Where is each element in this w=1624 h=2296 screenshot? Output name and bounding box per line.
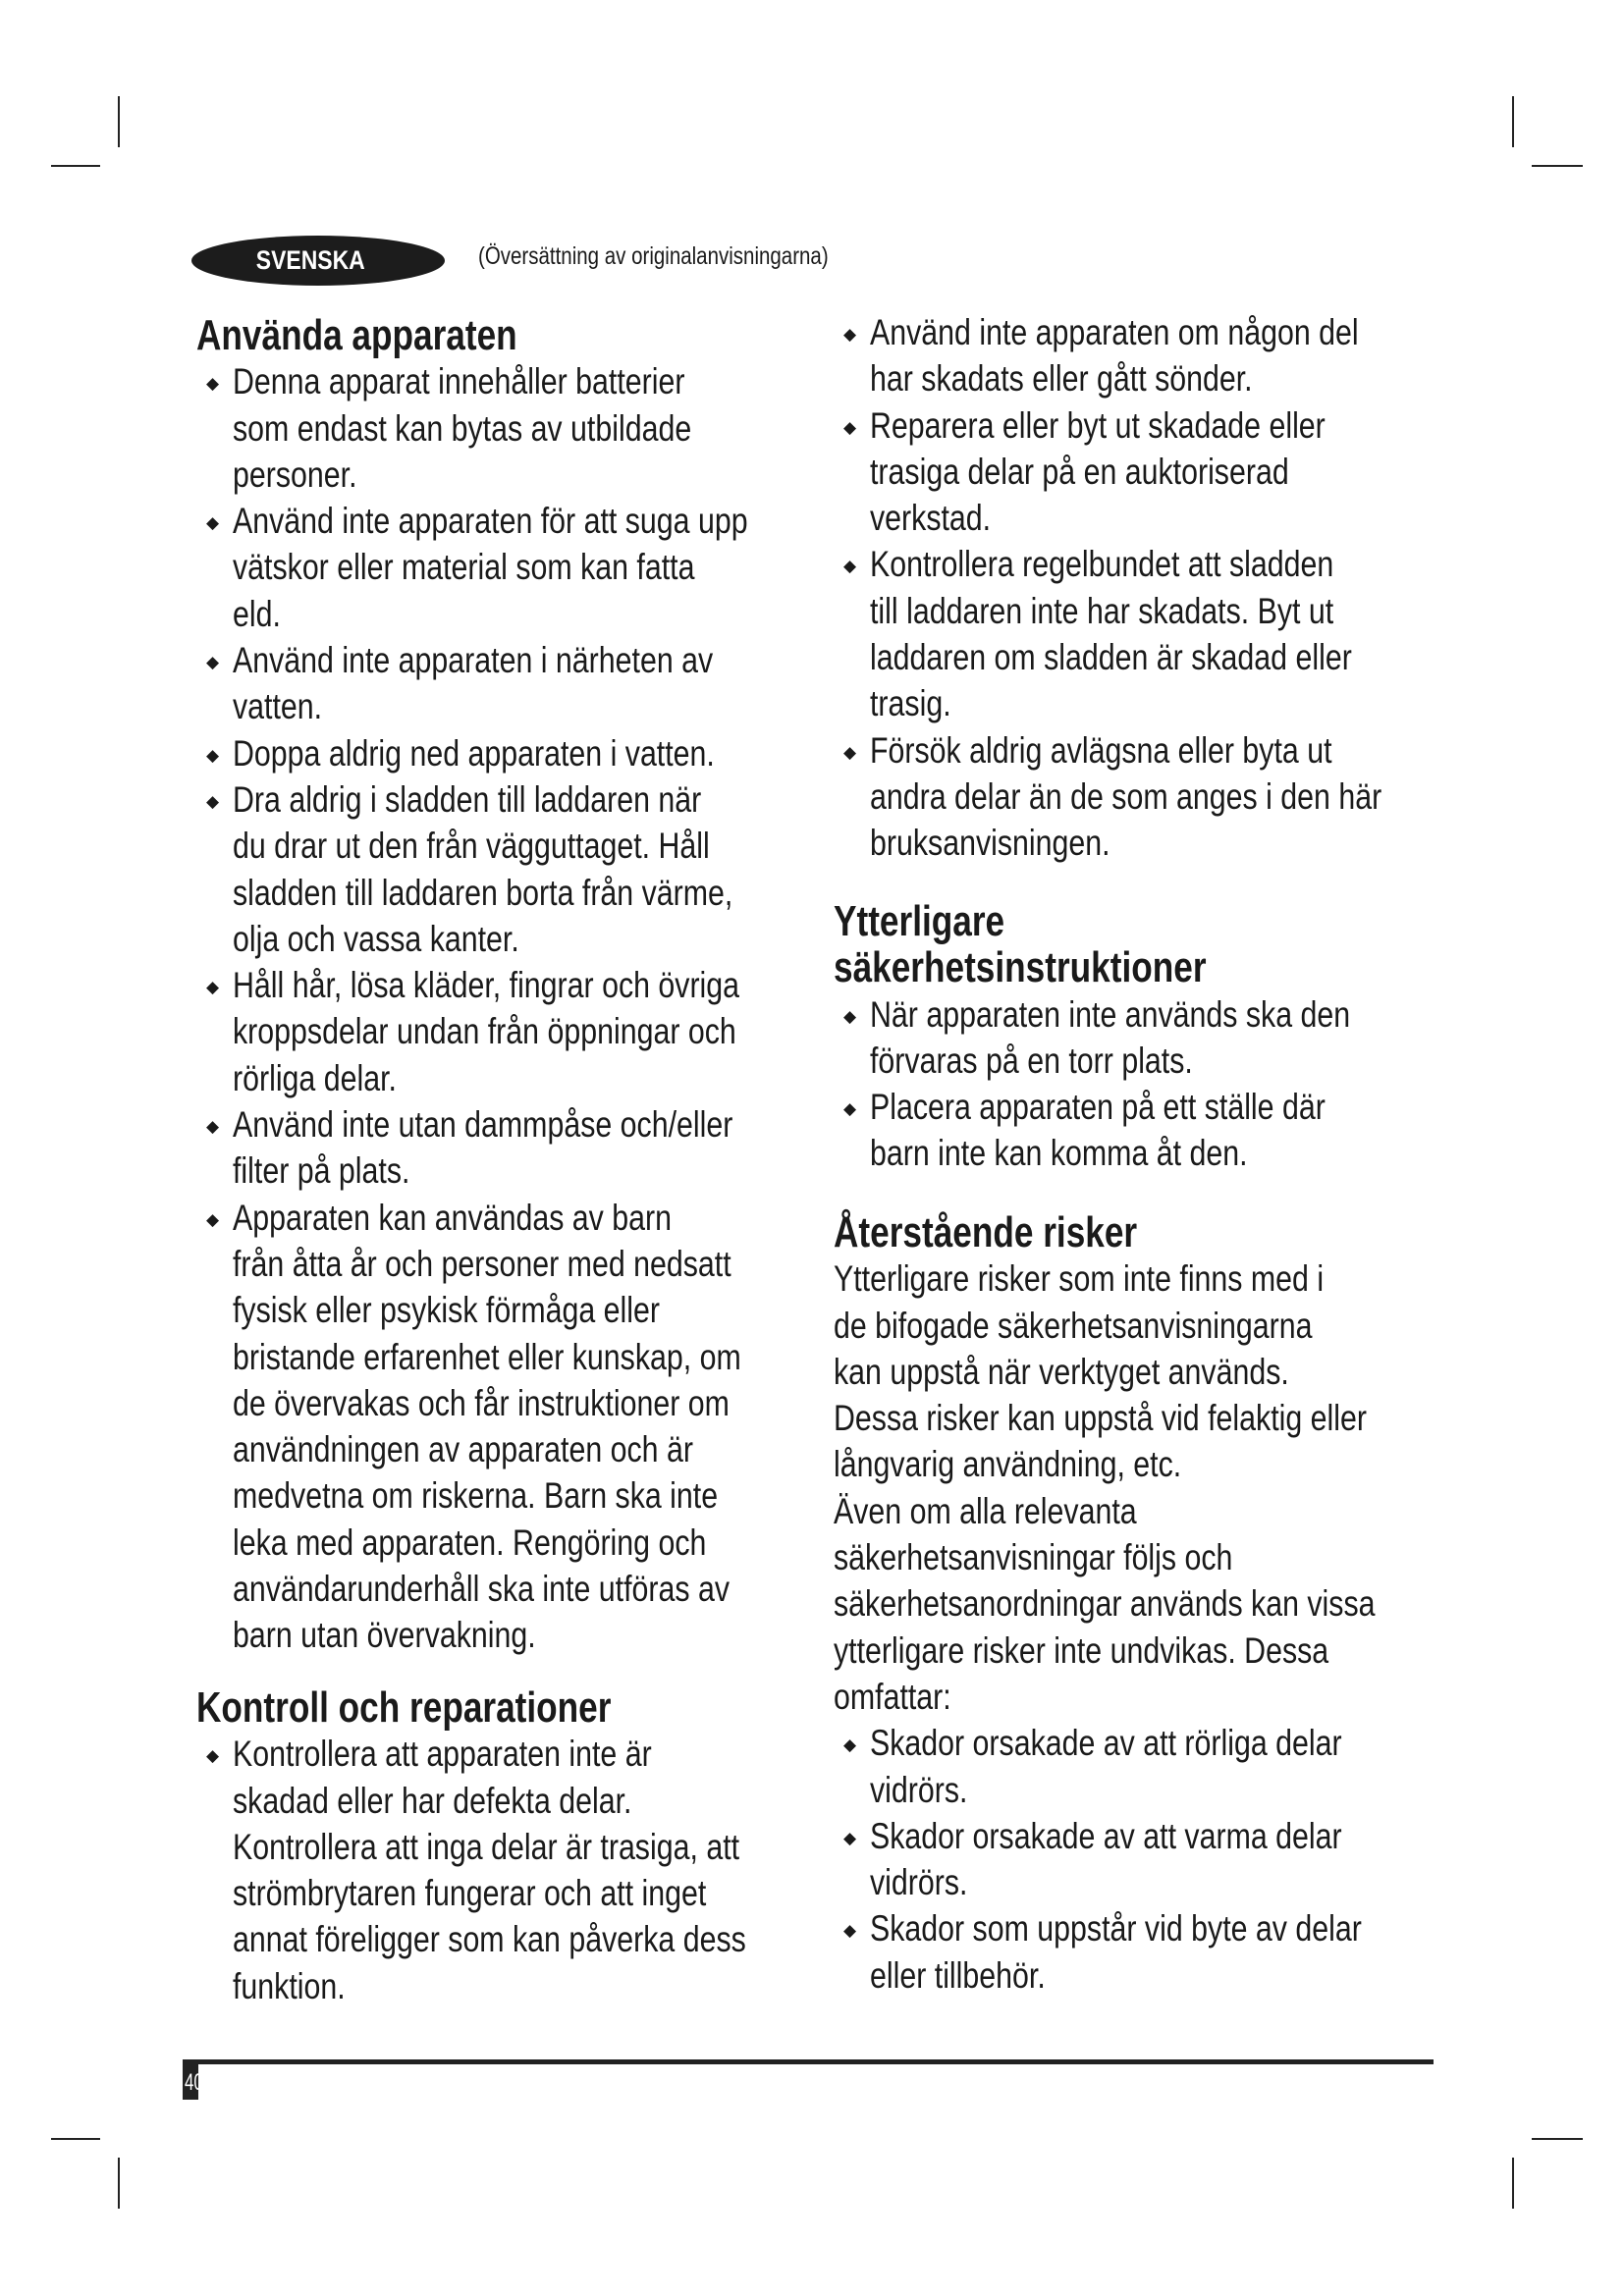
- list-item-line: [196, 776, 861, 823]
- crop-mark: [51, 2138, 100, 2140]
- list-item: [196, 1101, 861, 1195]
- list-item-line: [196, 358, 861, 404]
- list-item-line: [196, 544, 861, 590]
- list-item-text: användningen av apparaten och är: [233, 1429, 693, 1470]
- list-item-line: [196, 1241, 861, 1287]
- list-item: [834, 309, 1494, 402]
- paragraph-text: Ytterligare risker som inte finns med i: [834, 1258, 1325, 1300]
- list-item-line: [196, 1870, 859, 1916]
- list-item-text: Använd inte apparaten för att suga upp: [233, 501, 748, 542]
- paragraph-text: säkerhetsanvisningar följs och: [834, 1537, 1233, 1578]
- language-badge: [191, 236, 445, 286]
- paragraph-line: [834, 1534, 1494, 1580]
- list-item: [834, 402, 1494, 542]
- list-item-line: [196, 591, 861, 637]
- list-item-line: [834, 1130, 1456, 1176]
- list-item-text: användarunderhåll ska inte utföras av: [233, 1569, 730, 1610]
- list-item-line: [834, 1859, 1494, 1905]
- list-item-line: [834, 820, 1494, 866]
- list-item-text: Reparera eller byt ut skadade eller: [870, 404, 1326, 446]
- list-item-text: kroppsdelar undan från öppningar och: [233, 1011, 736, 1052]
- list-item-text: annat föreligger som kan påverka dess: [233, 1919, 746, 1960]
- list-item-text: eller tillbehör.: [870, 1954, 1046, 1996]
- footer-rule: [183, 2059, 1434, 2064]
- section-heading-text: Ytterligare: [834, 897, 1005, 945]
- list-item-line: [196, 683, 861, 729]
- list-item-line: [834, 1720, 1494, 1766]
- list-item-line: [196, 405, 861, 452]
- list-item-text: Skador som uppstår vid byte av delar: [870, 1908, 1362, 1949]
- list-item-text: Använd inte apparaten om någon del: [870, 312, 1359, 352]
- translation-note: (Översättning av originalanvisningarna): [478, 242, 829, 270]
- list-item-text: Använd inte apparaten i närheten av: [233, 640, 714, 681]
- paragraph-line: [834, 1488, 1494, 1534]
- bullet-diamond-icon: ◆: [206, 1209, 220, 1229]
- bullet-diamond-icon: ◆: [206, 1117, 220, 1137]
- bullet-diamond-icon: ◆: [843, 1921, 857, 1941]
- bullet-diamond-icon: ◆: [843, 417, 857, 437]
- list-item-text: andra delar än de som anges i den här: [870, 775, 1382, 817]
- list-item-text: Skador orsakade av att rörliga delar: [870, 1723, 1342, 1764]
- list-item-text: laddaren om sladden är skadad eller: [870, 637, 1352, 678]
- list-item-text: Kontrollera regelbundet att sladden: [870, 544, 1334, 585]
- list-item-text: vidrörs.: [870, 1862, 968, 1903]
- list-item: [834, 1905, 1494, 1999]
- section-kontroll: [196, 1684, 859, 2009]
- paragraph-text: långvarig användning, etc.: [834, 1444, 1182, 1485]
- paragraph-text: omfattar:: [834, 1676, 951, 1717]
- section-kontroll-continued: [834, 309, 1494, 867]
- list-item-text: skadad eller har defekta delar.: [233, 1780, 632, 1821]
- list-item-line: [834, 634, 1494, 680]
- list-item-line: [834, 1813, 1494, 1859]
- paragraph-line: [834, 1580, 1494, 1627]
- list-item-text: Denna apparat innehåller batterier: [233, 361, 685, 402]
- list-item-text: Använd inte utan dammpåse och/eller: [233, 1104, 733, 1146]
- list-item-line: [834, 1084, 1456, 1130]
- list-item-text: personer.: [233, 454, 357, 495]
- list-item-line: [196, 1426, 861, 1472]
- list-item-line: [834, 449, 1494, 495]
- list-item-line: [196, 452, 861, 498]
- bullet-diamond-icon: ◆: [843, 1006, 857, 1026]
- list-item-text: Placera apparaten på ett ställe där: [870, 1087, 1326, 1128]
- list-item-line: [834, 355, 1494, 401]
- list-item: [196, 637, 861, 730]
- list-item-text: Håll hår, lösa kläder, fingrar och övriga: [233, 965, 740, 1006]
- list-item-line: [196, 1101, 861, 1148]
- list-item-line: [196, 1008, 861, 1054]
- paragraph-line: [834, 1674, 1494, 1720]
- list-item-text: trasig.: [870, 683, 951, 724]
- list-item-line: [834, 991, 1456, 1038]
- list-item-line: [196, 916, 861, 962]
- section-anvanda: [196, 312, 861, 1659]
- list-item-text: fysisk eller psykisk förmåga eller: [233, 1290, 660, 1331]
- list-item-line: [196, 1963, 859, 2009]
- list-item-line: [196, 1566, 861, 1612]
- list-item-text: bristande erfarenhet eller kunskap, om: [233, 1336, 741, 1377]
- section-heading: [834, 1209, 1494, 1255]
- list-item-text: medvetna om riskerna. Barn ska inte: [233, 1475, 719, 1517]
- list-item-line: [196, 1380, 861, 1426]
- paragraph-text: Även om alla relevanta: [834, 1490, 1137, 1531]
- crop-mark: [1512, 96, 1514, 147]
- section-heading-text: Kontroll och reparationer: [196, 1683, 612, 1732]
- crop-mark: [118, 2158, 120, 2209]
- section-heading-text: Återstående risker: [834, 1208, 1138, 1256]
- list-item-line: [196, 1520, 861, 1566]
- list-item-text: de övervakas och får instruktioner om: [233, 1382, 730, 1423]
- list-item-line: [196, 1778, 859, 1824]
- list-item-text: Kontrollera att inga delar är trasiga, att: [233, 1826, 740, 1867]
- list-item-text: vatten.: [233, 686, 323, 727]
- list-item-text: bruksanvisningen.: [870, 823, 1110, 864]
- crop-mark: [1532, 165, 1583, 167]
- list-item: [834, 1720, 1494, 1813]
- list-item-line: [196, 1472, 861, 1519]
- bullet-diamond-icon: ◆: [843, 1099, 857, 1119]
- section-ytterligare: [834, 898, 1456, 1177]
- list-item-text: du drar ut den från vägguttaget. Håll: [233, 826, 710, 867]
- list-item-text: barn inte kan komma åt den.: [870, 1133, 1248, 1174]
- section-heading: [834, 944, 1456, 990]
- list-item-line: [834, 495, 1494, 541]
- list-item-line: [196, 962, 861, 1008]
- list-item: [834, 541, 1494, 726]
- bullet-diamond-icon: ◆: [206, 1746, 220, 1766]
- list-item: [834, 1084, 1456, 1177]
- list-item-line: [196, 1824, 859, 1870]
- bullet-diamond-icon: ◆: [206, 374, 220, 394]
- list-item-line: [834, 402, 1494, 449]
- crop-mark: [118, 96, 120, 147]
- bullet-diamond-icon: ◆: [843, 557, 857, 576]
- list-item-line: [196, 1731, 859, 1777]
- bullet-diamond-icon: ◆: [206, 513, 220, 533]
- crop-mark: [1532, 2138, 1583, 2140]
- list-item-text: trasiga delar på en auktoriserad: [870, 451, 1289, 492]
- list-item-line: [196, 1055, 861, 1101]
- list-item-line: [196, 637, 861, 683]
- list-item-text: strömbrytaren fungerar och att inget: [233, 1873, 707, 1914]
- list-item-text: som endast kan bytas av utbildade: [233, 407, 692, 449]
- paragraph-text: säkerhetsanordningar används kan vissa: [834, 1583, 1376, 1625]
- section-heading: [196, 312, 861, 358]
- list-item-line: [196, 498, 861, 544]
- list-item-text: När apparaten inte används ska den: [870, 993, 1351, 1035]
- list-item-line: [834, 588, 1494, 634]
- list-item-text: Skador orsakade av att varma delar: [870, 1815, 1342, 1856]
- list-item-text: eld.: [233, 593, 281, 634]
- list-item-line: [196, 1916, 859, 1962]
- section-heading-text: Använda apparaten: [196, 311, 517, 359]
- list-item: [196, 730, 861, 776]
- language-badge-label: SVENSKA: [255, 245, 365, 275]
- list-item-text: vätskor eller material som kan fatta: [233, 547, 695, 588]
- section-heading: [196, 1684, 859, 1731]
- section-aterstaende-risker: [834, 1209, 1494, 1999]
- list-item-text: rörliga delar.: [233, 1057, 397, 1098]
- bullet-diamond-icon: ◆: [206, 791, 220, 811]
- paragraph-line: [834, 1349, 1494, 1395]
- page-number: [183, 2059, 203, 2100]
- list-item-line: [834, 680, 1494, 726]
- crop-mark: [51, 165, 100, 167]
- list-item-text: Kontrollera att apparaten inte är: [233, 1734, 652, 1775]
- section-heading: [834, 898, 1456, 944]
- list-item: [196, 1731, 859, 2009]
- list-item-line: [834, 1038, 1456, 1084]
- list-item: [196, 776, 861, 962]
- list-item-line: [196, 1334, 861, 1380]
- list-item-text: Dra aldrig i sladden till laddaren när: [233, 778, 702, 820]
- paragraph-line: [834, 1441, 1494, 1487]
- list-item-text: leka med apparaten. Rengöring och: [233, 1522, 707, 1563]
- list-item-line: [196, 1195, 861, 1241]
- bullet-diamond-icon: ◆: [843, 742, 857, 762]
- list-item-text: funktion.: [233, 1965, 346, 2006]
- list-item-text: sladden till laddaren borta från värme,: [233, 872, 733, 913]
- list-item: [834, 1813, 1494, 1906]
- list-item-line: [834, 541, 1494, 587]
- list-item-text: barn utan övervakning.: [233, 1615, 536, 1656]
- list-item: [834, 727, 1494, 867]
- list-item-line: [196, 823, 861, 869]
- list-item-text: olja och vassa kanter.: [233, 918, 519, 959]
- list-item-line: [196, 1287, 861, 1333]
- bullet-diamond-icon: ◆: [843, 1828, 857, 1847]
- list-item: [196, 358, 861, 498]
- bullet-diamond-icon: ◆: [206, 653, 220, 672]
- list-item-text: filter på plats.: [233, 1150, 410, 1192]
- list-item: [196, 498, 861, 637]
- list-item-text: vidrörs.: [870, 1769, 968, 1810]
- paragraph-line: [834, 1395, 1494, 1441]
- crop-mark: [1512, 2158, 1514, 2209]
- list-item-line: [834, 727, 1494, 774]
- bullet-diamond-icon: ◆: [206, 745, 220, 765]
- list-item: [196, 1195, 861, 1659]
- paragraph-line: [834, 1303, 1494, 1349]
- list-item-line: [834, 309, 1494, 355]
- paragraph-line: [834, 1255, 1494, 1302]
- list-item-text: från åtta år och personer med nedsatt: [233, 1243, 731, 1284]
- list-item-line: [196, 730, 861, 776]
- list-item-text: Försök aldrig avlägsna eller byta ut: [870, 729, 1332, 771]
- list-item-line: [196, 870, 861, 916]
- paragraph-text: Dessa risker kan uppstå vid felaktig eller: [834, 1398, 1368, 1439]
- page-number-label: 40: [185, 2069, 203, 2096]
- paragraph-text: de bifogade säkerhetsanvisningarna: [834, 1305, 1313, 1346]
- list-item-text: verkstad.: [870, 498, 992, 539]
- paragraph-text: ytterligare risker inte undvikas. Dessa: [834, 1629, 1329, 1671]
- list-item-text: har skadats eller gått sönder.: [870, 358, 1253, 400]
- bullet-diamond-icon: ◆: [206, 978, 220, 997]
- bullet-diamond-icon: ◆: [843, 325, 857, 344]
- list-item-line: [834, 1767, 1494, 1813]
- list-item-line: [834, 774, 1494, 820]
- paragraph-line: [834, 1628, 1494, 1674]
- list-item-line: [196, 1148, 861, 1194]
- list-item-text: Apparaten kan användas av barn: [233, 1197, 673, 1238]
- list-item: [834, 991, 1456, 1085]
- list-item: [196, 962, 861, 1101]
- list-item-text: förvaras på en torr plats.: [870, 1040, 1193, 1081]
- section-heading-text: säkerhetsinstruktioner: [834, 943, 1207, 992]
- paragraph-text: kan uppstå när verktyget används.: [834, 1351, 1289, 1392]
- list-item-text: Doppa aldrig ned apparaten i vatten.: [233, 732, 715, 774]
- list-item-text: till laddaren inte har skadats. Byt ut: [870, 590, 1334, 631]
- list-item-line: [196, 1612, 861, 1658]
- bullet-diamond-icon: ◆: [843, 1735, 857, 1755]
- list-item-line: [834, 1952, 1494, 1999]
- list-item-line: [834, 1905, 1494, 1951]
